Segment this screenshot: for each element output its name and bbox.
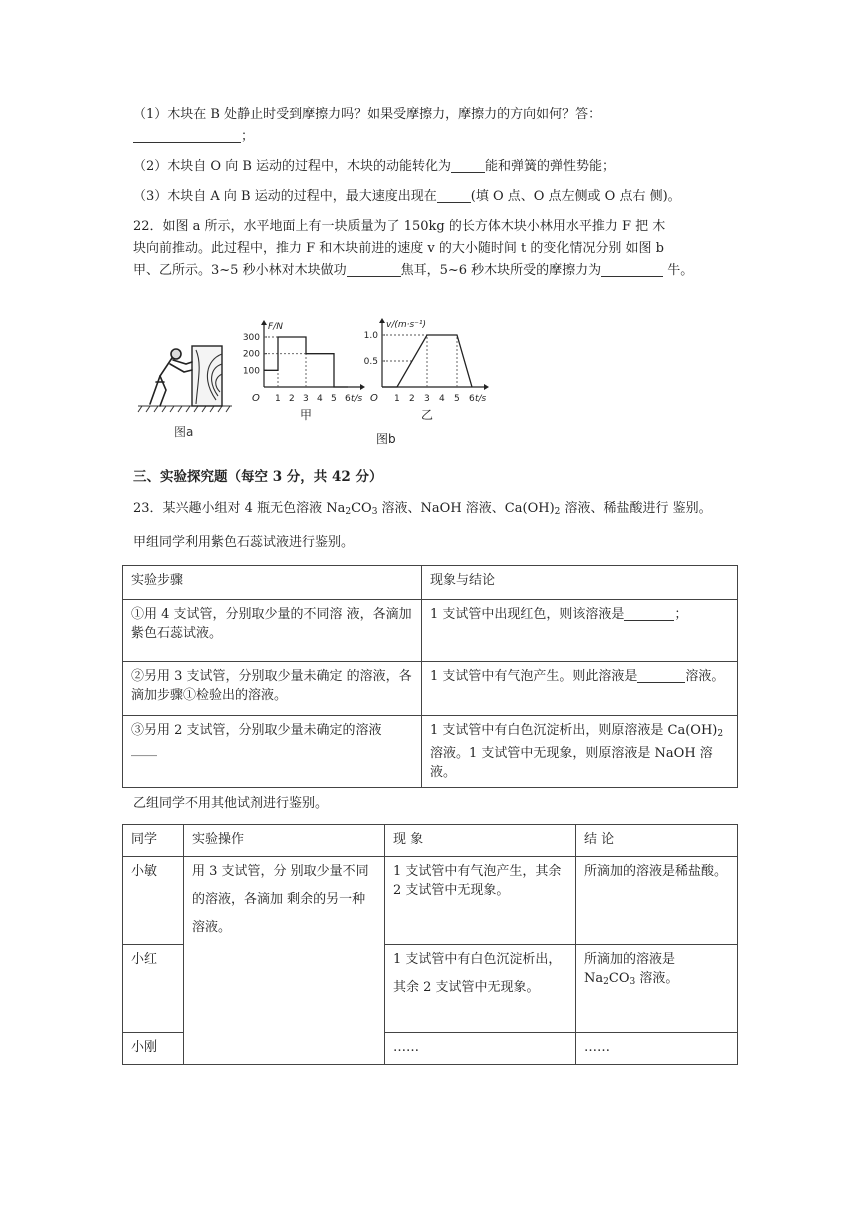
q22-line3-text-c: 牛。	[663, 263, 694, 278]
q21-line1	[133, 106, 601, 124]
q21-line1-end: ；	[241, 129, 255, 144]
x-axis-label: t/s	[475, 394, 487, 404]
q23-line1-sub3: 2	[554, 507, 561, 517]
fig-b-label-wrap	[376, 430, 396, 448]
q23-line2	[133, 534, 354, 552]
y-tick-label-0: 1.0	[363, 331, 378, 341]
table2-row1-student: 小敏	[123, 857, 184, 945]
x-tick-label-6: 6	[469, 394, 475, 404]
table1-row2-result-text: 1 支试管中有气泡产生。则此溶液是	[430, 669, 638, 684]
table2-header-student: 同学	[123, 825, 184, 857]
fig-b-label: 图b	[376, 432, 396, 446]
table1-row1-blank[interactable]	[624, 606, 674, 621]
table2-row2-phenomenon	[385, 945, 576, 1033]
table1-row3-result-a: 1 支试管中有白色沉淀析出，则原溶液是 Ca(OH)	[430, 723, 718, 738]
y-tick-label-1: 200	[242, 349, 260, 360]
table2-operation	[184, 857, 385, 1065]
q21-line1b	[133, 128, 254, 146]
x-tick-label-2: 2	[289, 394, 295, 404]
x-tick-label-1: 1	[275, 394, 281, 404]
fig-a-label: 图a	[174, 425, 194, 439]
origin-label: O	[252, 393, 260, 404]
table2-row3-conclusion: ……	[576, 1033, 738, 1065]
table2-operation-line-1: 用 3 支试管，分 别取少量不同	[192, 864, 369, 879]
table2-header-phenomenon: 现 象	[385, 825, 576, 857]
q22-line2-text: 块向前推动。此过程中，推力 F 和木块前进的速度 v 的大小随时间 t 的变化情况分别 如图 b	[133, 241, 664, 256]
table1-header-result: 现象与结论	[422, 566, 738, 600]
q23-line1-d: 溶液、稀盐酸进行 鉴别。	[560, 501, 712, 516]
q21-answer-blank-3[interactable]	[437, 188, 471, 203]
table1-row3-step-text: ③另用 2 支试管，分别取少量未确定的溶液	[131, 723, 382, 738]
q21-line2-text-b: 能和弹簧的弹性势能；	[485, 159, 616, 174]
q23-line1-sub2: 3	[371, 507, 378, 517]
y-axis-label: v/(m·s⁻¹)	[386, 320, 427, 330]
table1-header-step: 实验步骤	[123, 566, 422, 600]
x-tick-label-5: 5	[331, 394, 337, 404]
table2-header-operation: 实验操作	[184, 825, 385, 857]
person-pushing	[150, 349, 192, 406]
figure-a	[136, 320, 236, 450]
table1-row2-blank[interactable]	[637, 668, 685, 683]
table1-row-3	[123, 716, 738, 788]
x-tick-label-3: 3	[424, 394, 430, 404]
q22-answer-blank-1[interactable]	[347, 262, 401, 277]
q23-line1-sub1: 2	[345, 507, 352, 517]
table2-row2-conclusion-sub1: 2	[603, 977, 609, 987]
q21-line3	[133, 188, 681, 206]
table1-row3-result-b: 溶液。1 支试管中无现象，则原溶液是 NaOH 溶液。	[430, 746, 713, 780]
table1-row3-step	[123, 716, 422, 788]
table2-row2-phenomenon-b: 其余 2 支试管中无现象。	[393, 980, 540, 995]
table2-row1-conclusion: 所滴加的溶液是稀盐酸。	[576, 857, 738, 945]
q21-line3-text-b: (填 O 点、O 点左侧或 O 点右 侧)。	[470, 189, 681, 204]
q21-line1-text: （1）木块在 B 处静止时受到摩擦力吗？如果受摩擦力，摩擦力的方向如何？答：	[133, 107, 602, 122]
q22-line3-text-a: 甲、乙所示。3~5 秒小林对木块做功	[133, 263, 347, 278]
table1-row1-result-end: ；	[674, 607, 688, 622]
x-tick-label-4: 4	[317, 394, 323, 404]
q21-line2-text-a: （2）木块自 O 向 B 运动的过程中，木块的动能转化为	[133, 159, 452, 174]
q22-line1	[133, 218, 665, 236]
chart-title: 乙	[421, 408, 434, 422]
q21-answer-blank-2[interactable]	[451, 158, 485, 173]
q23-line3	[133, 795, 328, 813]
table2-row2-conclusion-c: 溶液。	[635, 971, 679, 986]
table2-row2-phenomenon-a: 1 支试管中有白色沉淀析出，	[393, 952, 562, 967]
table1-row-1	[123, 600, 738, 662]
section-3-heading	[133, 468, 382, 486]
x-tick-label-6: 6	[345, 394, 351, 404]
chart-jia	[238, 312, 366, 430]
y-tick-label-1: 0.5	[363, 357, 378, 367]
q21-answer-blank-1[interactable]	[133, 128, 241, 143]
table2-row1-phenomenon: 1 支试管中有气泡产生，其余 2 支试管中无现象。	[385, 857, 576, 945]
chart-yi	[356, 310, 496, 430]
q23-line1-b: CO	[351, 501, 372, 516]
q23-line1-a: 23．某兴趣小组对 4 瓶无色溶液 Na	[133, 501, 346, 516]
q22-line3-text-b: 焦耳，5~6 秒木块所受的摩擦力为	[400, 263, 602, 278]
table2-row2-conclusion	[576, 945, 738, 1033]
q22-line3	[133, 262, 693, 280]
table1-row2-step: ②另用 3 支试管，分别取少量未确定 的溶液，各滴加步骤①检验出的溶液。	[123, 662, 422, 716]
table2-row3-student: 小刚	[123, 1033, 184, 1065]
y-axis-label: F/N	[268, 322, 283, 332]
x-tick-label-2: 2	[409, 394, 415, 404]
table2-row3-phenomenon: ……	[385, 1033, 576, 1065]
y-tick-label-2: 100	[242, 366, 260, 377]
q21-line2	[133, 158, 615, 176]
table1-row1-result-text: 1 支试管中出现红色，则该溶液是	[430, 607, 625, 622]
table2-operation-line-2: 的溶液，各滴加 剩余的另一种	[192, 892, 366, 907]
ground-hatch	[138, 406, 232, 412]
table1-row3-result	[422, 716, 738, 788]
y-tick-label-0: 300	[242, 333, 260, 343]
wooden-block	[192, 346, 222, 406]
y-axis-arrow	[261, 320, 267, 325]
x-axis-label: t/s	[351, 394, 363, 404]
table1-row1-result	[422, 600, 738, 662]
table-group-jia	[122, 565, 738, 788]
x-tick-label-5: 5	[454, 394, 460, 404]
x-tick-label-1: 1	[394, 394, 400, 404]
table1-row-2	[123, 662, 738, 716]
table2-header-conclusion: 结 论	[576, 825, 738, 857]
chart-title: 甲	[300, 408, 313, 422]
table2-row2-student: 小红	[123, 945, 184, 1033]
x-tick-label-4: 4	[439, 394, 445, 404]
table1-row1-step: ①用 4 支试管，分别取少量的不同溶 液，各滴加紫色石蕊试液。	[123, 600, 422, 662]
q21-line3-text-a: （3）木块自 A 向 B 运动的过程中，最大速度出现在	[133, 189, 437, 204]
table1-row2-result	[422, 662, 738, 716]
q23-line1	[133, 500, 712, 521]
table2-operation-line-3: 溶液。	[192, 920, 232, 935]
table1-header-row	[123, 566, 738, 600]
table2-header-row	[123, 825, 738, 857]
table2-row2-conclusion-b: CO	[608, 971, 630, 986]
section-3-heading-text: 三、实验探究题（每空 3 分，共 42 分）	[133, 469, 383, 485]
table-group-yi	[122, 824, 738, 1065]
q22-line1-text: 22．如图 a 所示，水平地面上有一块质量为了 150kg 的长方体木块小林用水平推力 F 把 木	[133, 219, 666, 234]
table2-row2-conclusion-sub2: 3	[629, 977, 636, 987]
y-axis-arrow	[379, 318, 385, 323]
origin-label: O	[370, 393, 378, 404]
q22-answer-blank-2[interactable]	[601, 262, 663, 277]
q23-line1-c: 溶液、NaOH 溶液、Ca(OH)	[377, 501, 555, 516]
table1-row3-step-blank[interactable]: ____	[131, 742, 157, 757]
q22-line2	[133, 240, 664, 258]
table1-row2-result-end: 溶液。	[685, 669, 725, 684]
x-tick-label-3: 3	[303, 394, 309, 404]
q23-line2-text: 甲组同学利用紫色石蕊试液进行鉴别。	[133, 535, 355, 550]
x-axis-arrow	[484, 384, 489, 390]
q23-line3-text: 乙组同学不用其他试剂进行鉴别。	[133, 796, 329, 811]
table1-row3-result-sub: 2	[717, 729, 724, 739]
table2-row-xiaomin	[123, 857, 738, 945]
table2-row2-conclusion-a: 所滴加的溶液是 Na	[584, 952, 676, 986]
